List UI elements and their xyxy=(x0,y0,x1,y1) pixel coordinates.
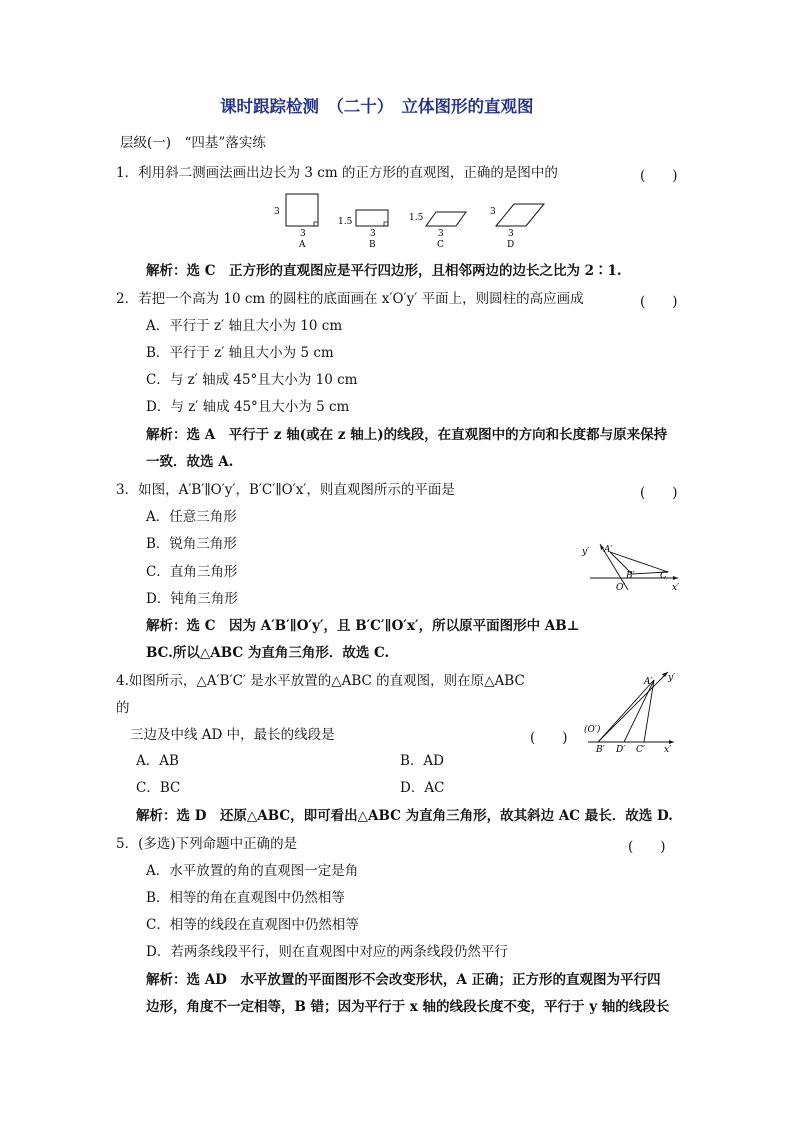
q1-fig-c-left: 1.5 xyxy=(409,213,424,223)
q4-stem-line2: 的 xyxy=(116,700,130,716)
q4-analysis: 解析：选 D 还原△ABC，即可看出△ABC 为直角三角形，故其斜边 AC 最长．故选 D. xyxy=(136,808,673,824)
q1-analysis: 解析：选 C 正方形的直观图应是平行四边形，且相邻两边的边长之比为 2∶1. xyxy=(146,263,622,279)
q1-fig-d xyxy=(490,204,544,250)
q1-fig-b xyxy=(338,210,388,250)
q3-fig-a: A′ xyxy=(604,545,613,555)
q1-fig-c-bottom: 3 xyxy=(438,229,444,239)
q1-fig-a-letter: A xyxy=(299,240,306,250)
q2-answer-paren: ( ) xyxy=(640,294,678,310)
q5-option-b: B．相等的角在直观图中仍然相等 xyxy=(146,890,345,906)
q4-fig-c: C′ xyxy=(636,745,645,754)
q5-analysis-line1: 解析：选 AD 水平放置的平面图形不会改变形状，A 正确；正方形的直观图为平行四 xyxy=(146,972,661,988)
q4-fig-x: x′ xyxy=(664,745,672,754)
q1-fig-b-letter: B xyxy=(369,240,376,250)
q4-fig-d: D′ xyxy=(616,745,626,754)
section-heading: 层级(一) “四基”落实练 xyxy=(120,135,266,151)
q3-analysis-line1: 解析：选 C 因为 A′B′∥O′y′，且 B′C′∥O′x′，所以原平面图形中 AB⊥ xyxy=(146,618,580,634)
q4-fig-y: y′ xyxy=(668,673,676,683)
q2-stem: 2．若把一个高为 10 cm 的圆柱的底面画在 x′O′y′ 平面上，则圆柱的高应画成 xyxy=(116,291,584,307)
q5-analysis-line2: 边形，角度不一定相等，B 错；因为平行于 x 轴的线段长度不变，平行于 y 轴的线段长 xyxy=(146,999,670,1015)
q3-fig-b: B′ xyxy=(626,571,635,581)
q4-option-c: C．BC xyxy=(136,780,181,796)
q3-option-a: A．任意三角形 xyxy=(146,509,237,525)
q1-answer-paren: ( ) xyxy=(640,168,678,184)
q4-answer-paren: ( ) xyxy=(530,730,568,746)
q1-fig-a xyxy=(274,194,318,250)
q3-fig-o: O′ xyxy=(616,583,626,593)
q4-option-a: A．AB xyxy=(136,753,179,769)
q2-analysis-line2: 一致．故选 A. xyxy=(146,454,234,470)
q1-fig-a-bottom: 3 xyxy=(300,229,306,239)
q1-fig-c-letter: C xyxy=(437,240,444,250)
q5-option-c: C．相等的线段在直观图中仍然相等 xyxy=(146,917,359,933)
q5-answer-paren: ( ) xyxy=(628,839,666,855)
q1-fig-c xyxy=(409,212,466,250)
q4-fig-a: A′ xyxy=(644,677,653,687)
q3-answer-paren: ( ) xyxy=(640,485,678,501)
q2-analysis-line1: 解析：选 A 平行于 z 轴(或在 z 轴上)的线段，在直观图中的方向和长度都与原来保持 xyxy=(146,427,668,443)
q1-stem: 1．利用斜二测画法画出边长为 3 cm 的正方形的直观图，正确的是图中的 xyxy=(116,165,558,181)
q3-fig-x: x′ xyxy=(672,583,680,593)
q3-option-d: D．钝角三角形 xyxy=(146,591,238,607)
q1-fig-a-left: 3 xyxy=(274,207,280,217)
q4-option-d: D．AC xyxy=(400,780,445,796)
q2-option-b: B．平行于 z′ 轴且大小为 5 cm xyxy=(146,345,334,361)
q1-fig-b-left: 1.5 xyxy=(338,217,353,227)
q3-option-c: C．直角三角形 xyxy=(146,564,238,580)
q4-stem-line1: 4.如图所示，△A′B′C′ 是水平放置的△ABC 的直观图，则在原△ABC xyxy=(116,673,525,689)
q3-stem: 3．如图，A′B′∥O′y′，B′C′∥O′x′，则直观图所示的平面是 xyxy=(116,482,455,498)
q3-fig-y: y′ xyxy=(582,547,590,557)
q4-fig-o: (O′) xyxy=(584,725,601,735)
q1-fig-b-bottom: 3 xyxy=(370,229,376,239)
q5-stem: 5．(多选)下列命题中正确的是 xyxy=(116,836,298,852)
q5-option-a: A．水平放置的角的直观图一定是角 xyxy=(146,863,359,879)
q4-fig-b: B′ xyxy=(596,745,605,754)
q3-option-b: B．锐角三角形 xyxy=(146,536,237,552)
q4-option-b: B．AD xyxy=(400,753,444,769)
q4-stem-line3: 三边及中线 AD 中，最长的线段是 xyxy=(130,727,335,743)
q3-analysis-line2: BC.所以△ABC 为直角三角形．故选 C. xyxy=(146,645,390,661)
q2-option-c: C．与 z′ 轴成 45°且大小为 10 cm xyxy=(146,372,358,388)
q3-fig-c: C′ xyxy=(660,571,669,581)
q5-option-d: D．若两条线段平行，则在直观图中对应的两条线段仍然平行 xyxy=(146,944,508,960)
q1-figures xyxy=(270,192,570,252)
page-title: 课时跟踪检测 （二十） 立体图形的直观图 xyxy=(220,97,534,116)
q2-option-d: D．与 z′ 轴成 45°且大小为 5 cm xyxy=(146,399,350,415)
q3-figure xyxy=(578,540,688,600)
q1-fig-d-left: 3 xyxy=(490,207,496,217)
q4-figure xyxy=(582,668,692,754)
q1-fig-d-bottom: 3 xyxy=(508,229,514,239)
q2-option-a: A．平行于 z′ 轴且大小为 10 cm xyxy=(146,318,343,334)
q1-fig-d-letter: D xyxy=(507,240,515,250)
